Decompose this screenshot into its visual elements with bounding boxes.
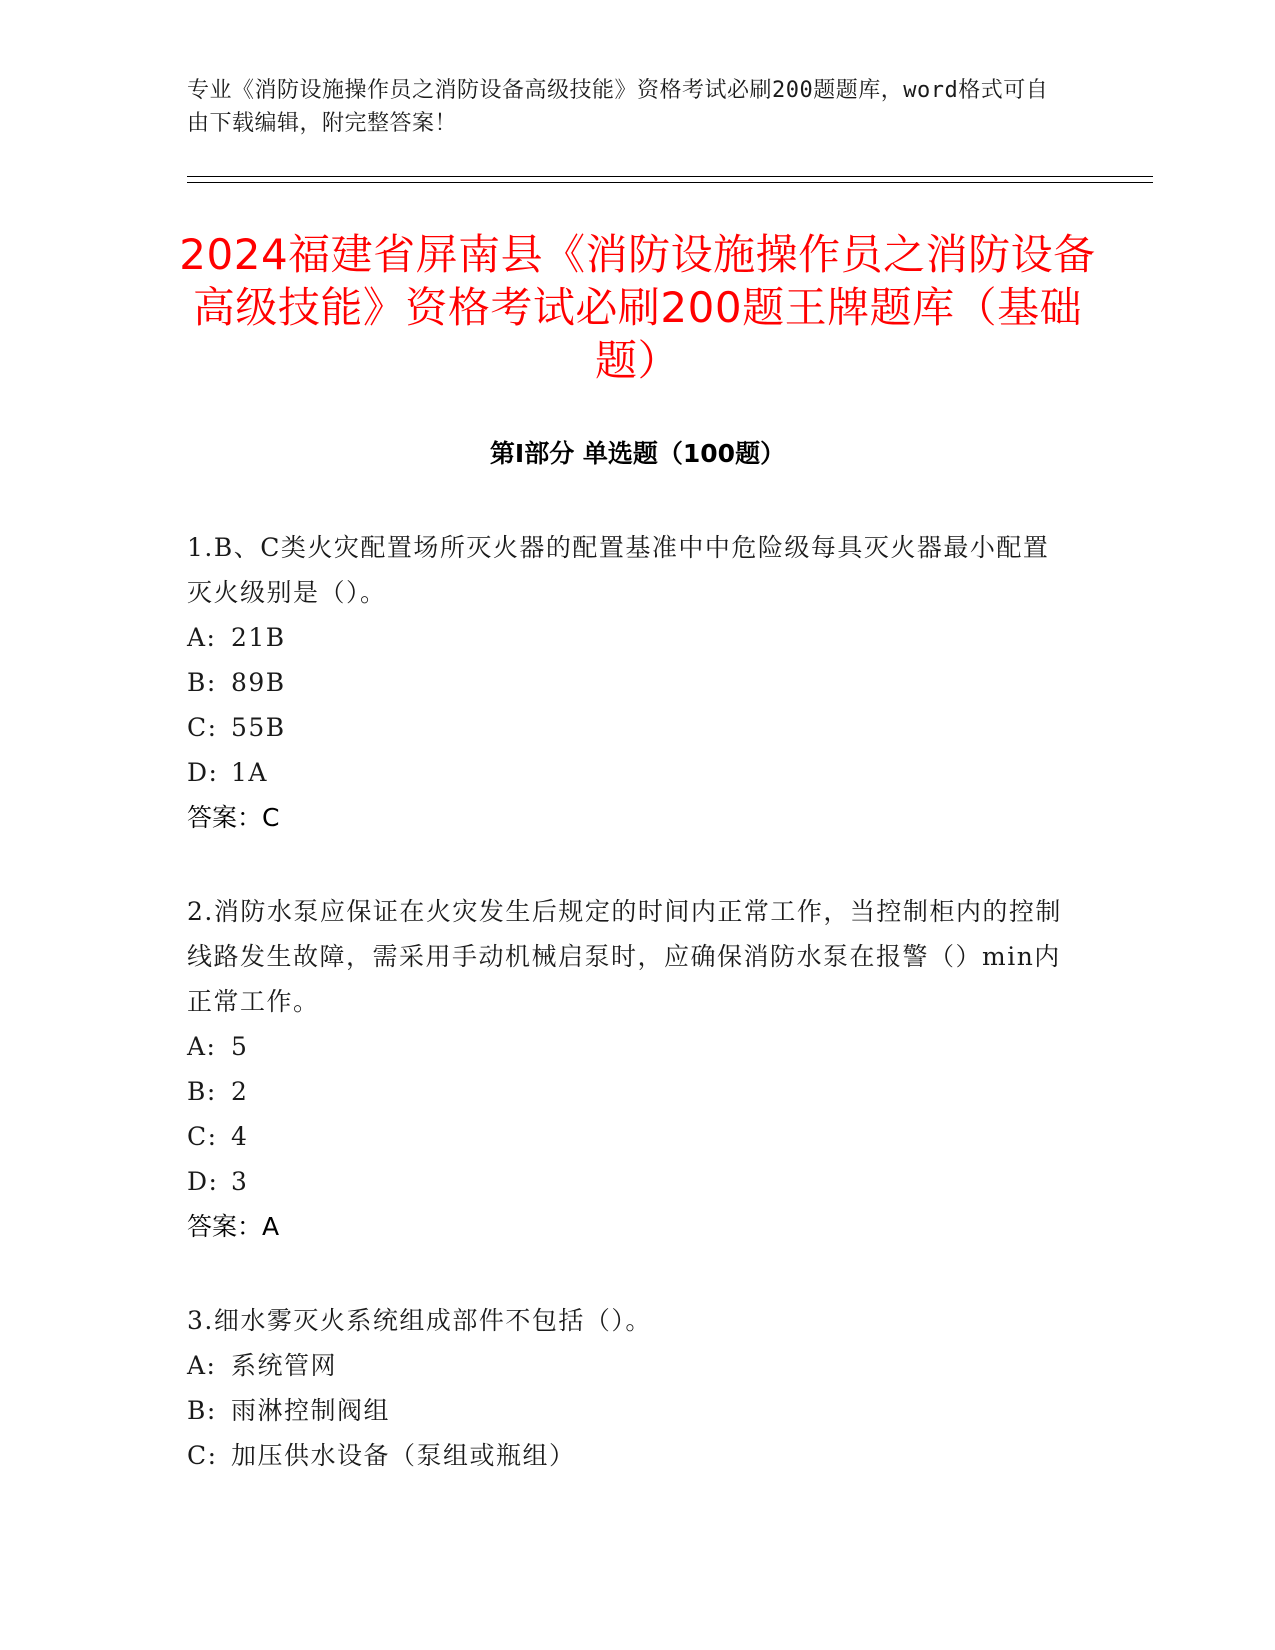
question-option [187,660,1067,705]
question-option [187,1114,1067,1159]
option-letter: A: [187,623,217,652]
question-list [187,525,1067,1527]
option-letter: D: [187,1167,219,1196]
option-letter: A: [187,1351,217,1380]
question-option [187,1388,1067,1433]
question-option [187,1159,1067,1204]
question-item [187,525,1067,840]
question-item [187,1298,1067,1478]
header-divider-bottom [187,182,1153,183]
option-text: 3 [231,1167,249,1196]
question-option [187,1069,1067,1114]
question-answer: 答案：A [187,1212,280,1241]
option-text: 加压供水设备（泵组或瓶组） [231,1441,576,1470]
question-item [187,889,1067,1249]
option-letter: B: [187,668,217,697]
question-option [187,705,1067,750]
document-title: 2024福建省屏南县《消防设施操作员之消防设备高级技能》资格考试必刷200题王牌题库（基础题） [179,230,1096,385]
section-heading: 第Ⅰ部分 单选题（100题） [489,439,786,468]
question-stem: 2.消防水泵应保证在火灾发生后规定的时间内正常工作，当控制柜内的控制线路发生故障，需采用手动机械启泵时，应确保消防水泵在报警（）min内正常工作。 [187,897,1062,1016]
option-letter: A: [187,1032,217,1061]
option-letter: B: [187,1077,217,1106]
question-option [187,750,1067,795]
option-letter: B: [187,1396,217,1425]
option-text: 5 [231,1032,249,1061]
option-letter: C: [187,1122,218,1151]
option-text: 系统管网 [231,1351,338,1380]
header-divider-top [187,176,1153,177]
option-text: 55B [231,713,286,742]
option-text: 雨淋控制阀组 [231,1396,391,1425]
question-stem: 1.B、C类火灾配置场所灭火器的配置基准中中危险级每具灭火器最小配置灭火级别是（）。 [187,533,1050,607]
question-option [187,1024,1067,1069]
header-note: 专业《消防设施操作员之消防设备高级技能》资格考试必刷200题题库，word格式可自由下载编辑，附完整答案！ [187,78,1049,136]
question-option [187,615,1067,660]
question-option [187,1343,1067,1388]
question-answer: 答案：C [187,803,280,832]
option-text: 21B [231,623,286,652]
option-letter: C: [187,1441,218,1470]
option-text: 89B [231,668,286,697]
question-stem: 3.细水雾灭火系统组成部件不包括（）。 [187,1306,652,1335]
option-text: 2 [231,1077,249,1106]
option-text: 1A [231,758,268,787]
option-letter: C: [187,713,218,742]
option-letter: D: [187,758,219,787]
option-text: 4 [231,1122,249,1151]
question-option [187,1433,1067,1478]
